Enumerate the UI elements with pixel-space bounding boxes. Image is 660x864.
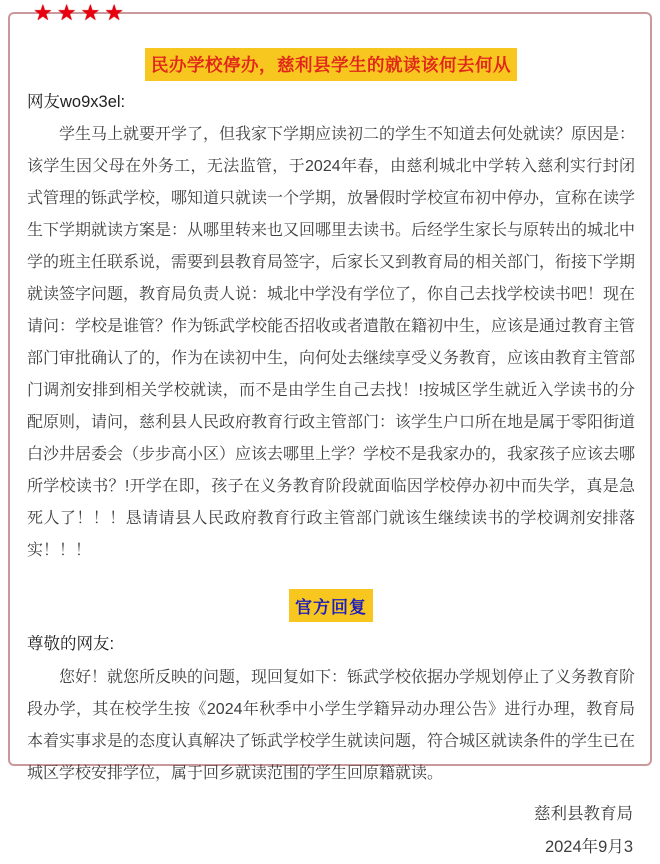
official-reply-heading-row xyxy=(27,589,635,622)
star-icon: ★ xyxy=(104,0,128,25)
reply-date: 2024年9月3 xyxy=(544,838,633,856)
question-paragraph: 学生马上就要开学了，但我家下学期应读初二的学生不知道去何处就读？原因是：该学生因父母在外务工，无法监管，于2024年春，由慈利城北中学转入慈利实行封闭式管理的铄武学校，哪知道只就读一个学期，放暑假时学校宣布初中停办，宣称在读学生下学期就读方案是：从哪里转来也又回哪里去读书。后经学生家长与原转出的城北中学的班主任联系说，需要到县教育局签字，后家长又到教育局的相关部门，衔接下学期就读签字问题，教育局负责人说：城北中学没有学位了，你自己去找学校读书吧！现在请问：学校是谁管？作为铄武学校能否招收或者遣散在籍初中生，应该是通过教育主管部门审批确认了的，作为在读初中生，向何处去继续享受义务教育，应该由教育主管部门调剂安排到相关学校就读，而不是由学生自己去找！!按城区学生就近入学读书的分配原则，请问，慈利县人民政府教育行政主管部门：该学生户口所在地是属于零阳街道白沙井居委会（步步高小区）应该去哪里上学？学校不是我家办的，我家孩子应该去哪所学校读书？!开学在即，孩子在义务教育阶段就面临因学校停办初中而失学，真是急死人了！！！恳请请县人民政府教育行政主管部门就该生继续读书的学校调剂安排落实！！！ xyxy=(27,126,636,559)
star-icon: ★ xyxy=(33,0,57,25)
post-title-row xyxy=(27,42,635,81)
signature-block xyxy=(27,798,635,864)
star-icon: ★ xyxy=(80,0,105,25)
reply-paragraph: 您好！就您所反映的问题，现回复如下：铄武学校依据办学规划停止了义务教育阶段办学，其在校学生按《2024年秋季中小学生学籍异动办理公告》进行办理，教育局本着实事求是的态度认真解决了铄武学校学生就读问题，符合城区就读条件的学生已在城区学校安排学位，属于回乡就读范围的学生回原籍就读。 xyxy=(27,669,636,782)
netizen-name: 网友wo9x3el: xyxy=(27,93,126,111)
reply-salutation: 尊敬的网友: xyxy=(27,635,115,653)
official-reply-heading: 官方回复 xyxy=(289,589,373,622)
post-title: 民办学校停办，慈利县学生的就读该何去何从 xyxy=(145,48,517,81)
star-icon: ★ xyxy=(56,0,81,25)
reply-signature: 慈利县教育局 xyxy=(534,805,633,823)
rating-stars xyxy=(33,1,128,25)
